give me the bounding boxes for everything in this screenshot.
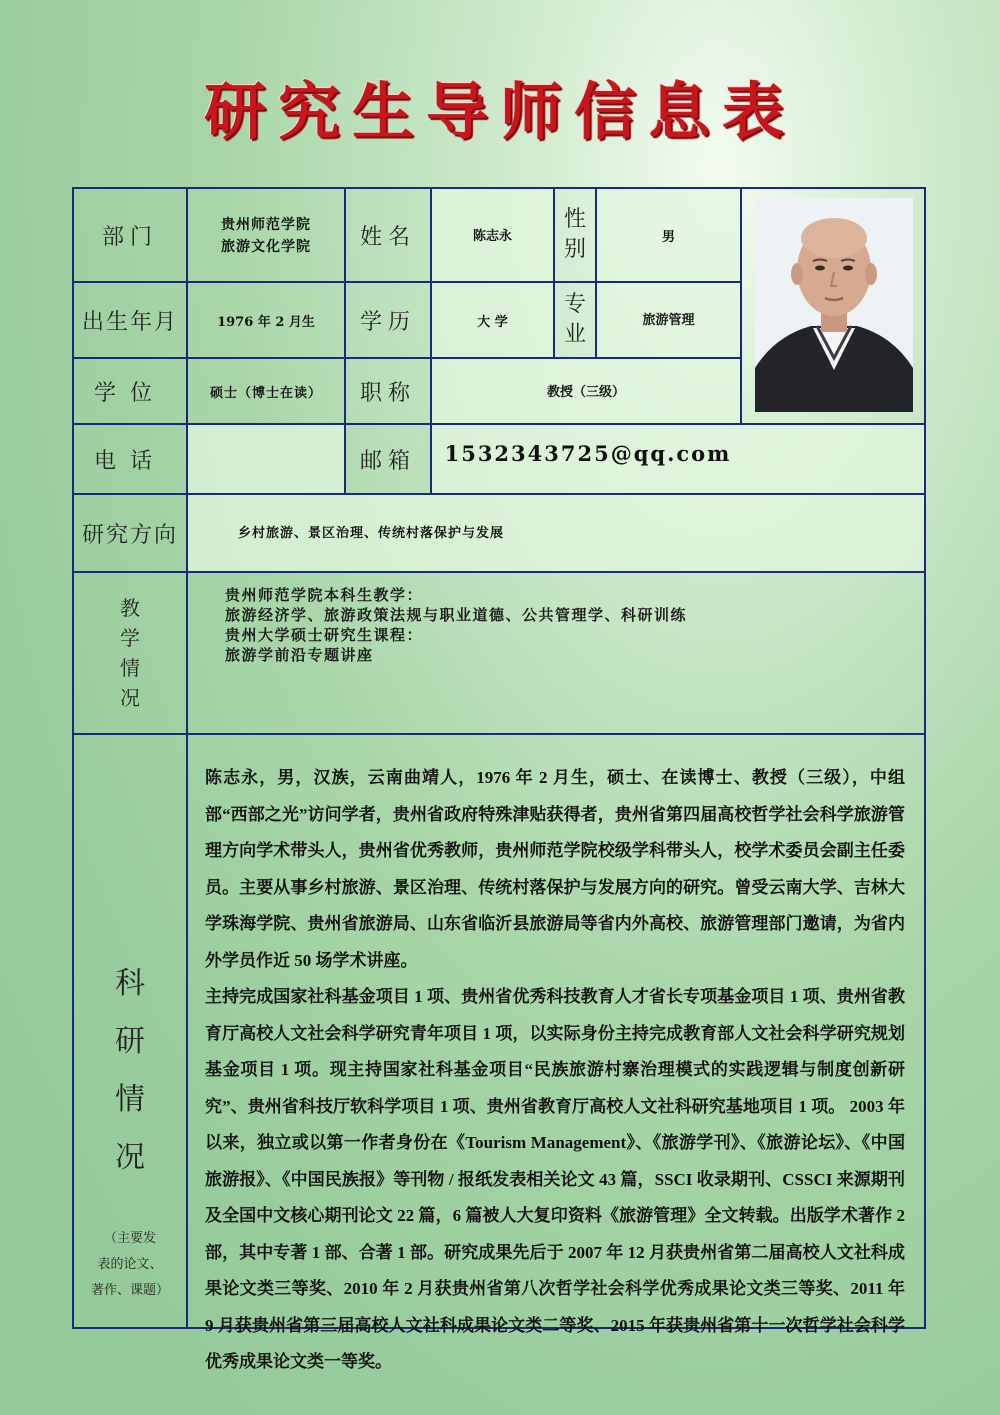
- dept-label: 部门: [72, 187, 188, 283]
- sci-label-3: 情: [115, 1082, 145, 1117]
- education-value-cell: [430, 281, 555, 359]
- gender-label: [553, 187, 597, 283]
- name-value: 陈志永: [472, 229, 512, 244]
- major-value: 旅游管理: [642, 313, 695, 328]
- sci-label-2: 研: [115, 1024, 145, 1059]
- rank-label: 职称: [344, 357, 432, 425]
- gender-value-cell: [595, 187, 742, 283]
- sci-label-4: 况: [115, 1140, 145, 1175]
- research-text: [205, 760, 905, 1381]
- birth-value: 1976 年 2 月生: [217, 315, 315, 330]
- sci-note-1: （主要发: [103, 1231, 156, 1246]
- phone-value-cell: [186, 423, 346, 495]
- gender-label-1: 性: [563, 207, 586, 233]
- email-value: 1532343725@qq.com: [444, 441, 732, 466]
- sci-note-2: 表的论文、: [97, 1257, 163, 1272]
- research-value: 乡村旅游、景区治理、传统村落保护与发展: [238, 525, 505, 541]
- major-label: [553, 281, 597, 359]
- research-paragraph: 主持完成国家社科基金项目 1 项、贵州省优秀科技教育人才省长专项基金项目 1 项、贵州省教育厅高校人文社会科学研究青年项目 1 项，以实际身份主持完成教育部人文社会科学研究规划基金项目 1 项。现主持国家社科基金项目“民族旅游村寨治理模式的实践逻辑与制度创新研究”、贵州省科技厅软科学项目 1 项、贵州省教育厅高校人文社科研究基地项目 1 项。 2003 年以来，独立或以第一作者身份在《Tourism Management》、《旅游学刊》、《旅游论坛》、《中国旅游报》、《中国民族报》等刊物 / 报纸发表相关论文 43 篇，SSCI 收录期刊、CSSCI 来源期刊及全国中文核心期刊论文 22 篇，6 篇被人大复印资料《旅游管理》全文转载。出版学术著作 2 部，其中专著 1 部、合著 1 部。研究成果先后于 2007 年 12 月获贵州省第二届高校人文社科成果论文类三等奖、2010 年 2 月获贵州省第八次哲学社会科学优秀成果论文类三等奖、2011 年 9 月获贵州省第三届高校人文社科成果论文类二等奖、2015 年获贵州省第十一次哲学社会科学优秀成果论文类一等奖。: [205, 987, 905, 1371]
- gender-label-2: 别: [563, 237, 586, 262]
- major-label-2: 业: [563, 322, 586, 347]
- teaching-content: [225, 585, 905, 665]
- sci-note-3: 著作、课题）: [90, 1283, 169, 1298]
- degree-value: 硕士（博士在读）: [209, 385, 322, 401]
- research-paragraph: 陈志永，男，汉族，云南曲靖人，1976 年 2 月生，硕士、在读博士、教授（三级），中组部“西部之光”访问学者，贵州省政府特殊津贴获得者，贵州省第四届高校哲学社会科学旅游管理方向学术带头人，贵州省优秀教师，贵州师范学院校级学科带头人，校学术委员会副主任委员。主要从事乡村旅游、景区治理、传统村落保护与发展方向的研究。曾受云南大学、吉林大学珠海学院、贵州省旅游局、山东省临沂县旅游局等省内外高校、旅游管理部门邀请，为省内外学员作近 50 场学术讲座。: [205, 768, 905, 970]
- research-value-cell: [186, 493, 926, 573]
- education-value: 大 学: [477, 314, 508, 330]
- sci-label: [72, 955, 188, 1187]
- rank-value: 教授（三级）: [546, 385, 625, 400]
- rank-value-cell: [430, 357, 742, 425]
- birth-value-cell: [186, 281, 346, 359]
- research-label: 研究方向: [72, 493, 188, 573]
- birth-label: 出生年月: [72, 281, 188, 359]
- teaching-line: 贵州大学硕士研究生课程：: [225, 626, 424, 644]
- email-value-cell: [430, 423, 926, 495]
- dept-line2: 旅游文化学院: [221, 239, 311, 255]
- degree-label: 学位: [72, 357, 188, 425]
- major-label-1: 专: [563, 292, 586, 318]
- major-value-cell: [595, 281, 742, 359]
- dept-value: [186, 187, 346, 283]
- name-value-cell: [430, 187, 555, 283]
- teaching-line: 旅游学前沿专题讲座: [225, 646, 374, 664]
- dept-line1: 贵州师范学院: [221, 217, 311, 233]
- teaching-line: 贵州师范学院本科生教学：: [225, 586, 424, 604]
- sci-label-1: 科: [115, 966, 145, 1001]
- teaching-label: [120, 593, 140, 713]
- teaching-label-3: 情: [120, 656, 140, 680]
- gender-value: 男: [661, 229, 675, 245]
- page-title: 研究生导师信息表: [203, 75, 796, 148]
- email-label: 邮箱: [344, 423, 432, 495]
- education-label: 学历: [344, 281, 432, 359]
- sci-note: [72, 1226, 188, 1304]
- portrait-photo: [755, 198, 913, 412]
- teaching-line: 旅游经济学、旅游政策法规与职业道德、公共管理学、科研训练: [225, 606, 688, 624]
- degree-value-cell: [186, 357, 346, 425]
- phone-label: 电话: [72, 423, 188, 495]
- name-label: 姓名: [344, 187, 432, 283]
- teaching-label-cell: [72, 571, 188, 735]
- teaching-label-1: 教: [120, 596, 140, 620]
- teaching-label-2: 学: [120, 626, 140, 650]
- teaching-label-4: 况: [120, 686, 140, 710]
